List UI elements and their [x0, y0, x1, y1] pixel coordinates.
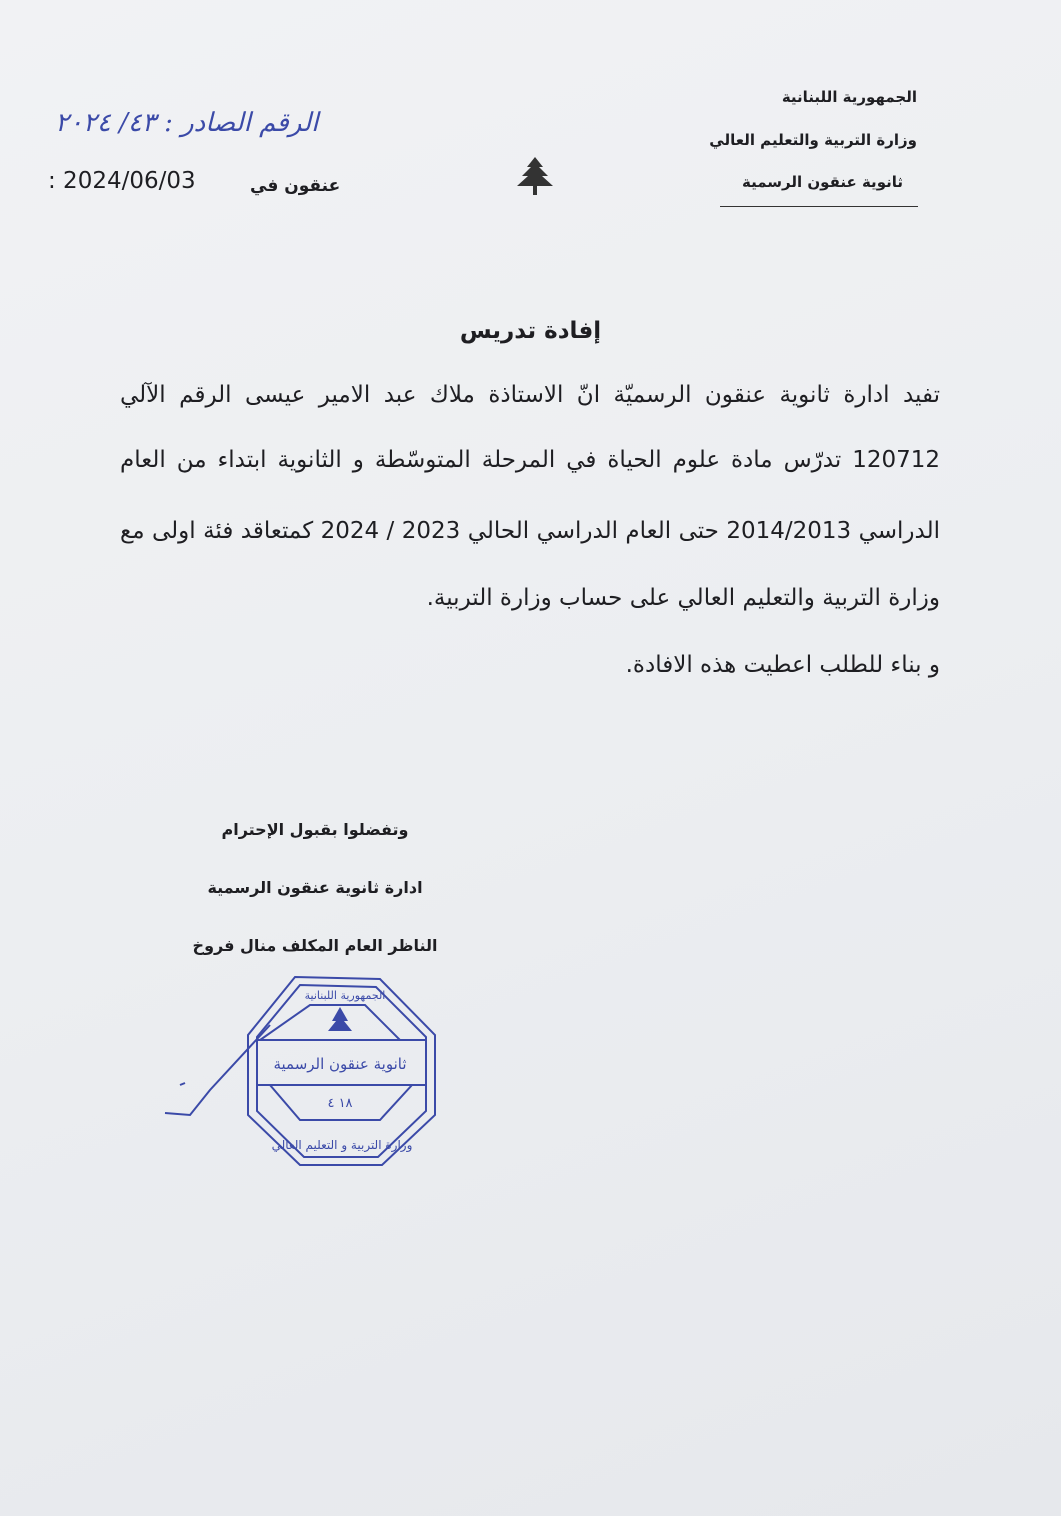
body-line: وزارة التربية والتعليم العالي على حساب وزارة التربية.: [426, 585, 940, 611]
stamp-number: ١٨ ٤: [327, 1096, 353, 1111]
body-line: 120712 تدرّس مادة علوم الحياة في المرحلة المتوسّطة و الثانوية ابتداء من العام: [120, 447, 940, 473]
header-school: ثانوية عنقون الرسمية: [742, 173, 903, 191]
body-line: تفيد ادارة ثانوية عنقون الرسميّة انّ الاستاذة ملاك عبد الامير عيسى الرقم الآلي: [120, 382, 940, 408]
document-title: إفادة تدريس: [459, 318, 602, 344]
header-divider: [720, 206, 918, 207]
stamp-center-text: ثانوية عنقون الرسمية: [273, 1055, 407, 1073]
stamp-top-text: الجمهورية اللبنانية: [304, 989, 386, 1002]
cedar-icon: [510, 155, 560, 200]
stamp-bottom-text: وزارة التربية و التعليم العالي: [271, 1138, 413, 1152]
date: [48, 168, 196, 194]
header-republic: الجمهورية اللبنانية: [781, 88, 917, 106]
closing-administration: ادارة ثانوية عنقون الرسمية: [207, 878, 423, 897]
official-stamp: [150, 965, 450, 1170]
body-line: و بناء للطلب اعطيت هذه الافادة.: [625, 652, 940, 678]
handwritten-reference-number: الرقم الصادر : ٤٣/ ٢٠٢٤: [55, 108, 319, 138]
place-label: عنقون في: [250, 176, 341, 196]
closing-signatory: الناظر العام المكلف منال فروخ: [192, 936, 438, 955]
header-ministry: وزارة التربية والتعليم العالي: [709, 131, 917, 149]
date-value: : 2024/06/03: [48, 168, 196, 194]
body-line: الدراسي 2014/2013 حتى العام الدراسي الحالي 2023 / 2024 كمتعاقد فئة اولى مع: [120, 518, 940, 544]
closing-regards: وتفضلوا بقبول الإحترام: [221, 820, 409, 839]
